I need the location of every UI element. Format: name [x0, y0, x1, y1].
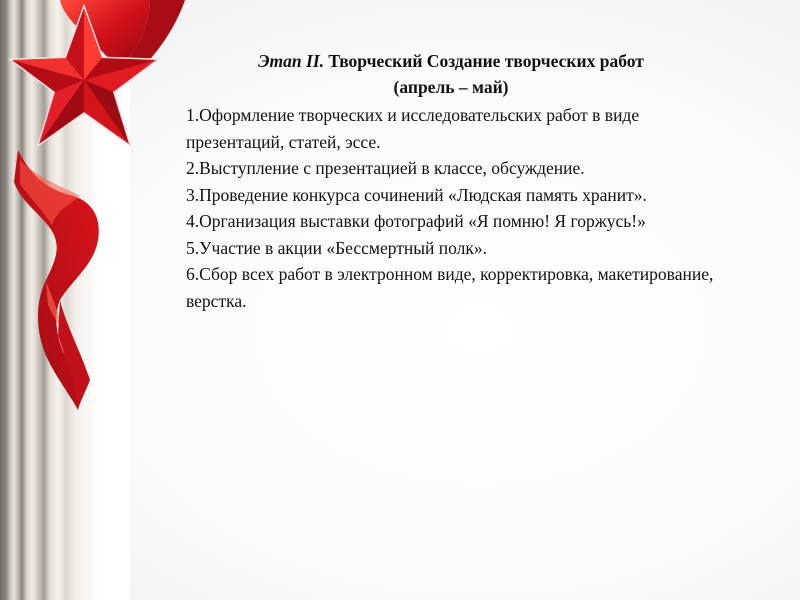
slide-title	[186, 48, 716, 100]
list-item: 6.Сбор всех работ в электронном виде, корректировка, макетирование, верстка.	[186, 264, 714, 311]
stage-label: Этап II.	[258, 51, 325, 71]
list-item: 5.Участие в акции «Бессмертный полк».	[186, 237, 488, 258]
task-list	[186, 102, 716, 314]
stage-period: (апрель – май)	[393, 77, 509, 97]
list-item: 4.Организация выставки фотографий «Я помню! Я горжусь!»	[186, 211, 646, 231]
slide-content	[186, 48, 716, 314]
list-item: 1.Оформление творческих и исследовательских работ в виде презентаций, статей, эссе.	[186, 105, 640, 152]
list-item: 2.Выступление с презентацией в классе, обсуждение.	[186, 158, 585, 178]
stage-title: Творческий Создание творческих работ	[328, 51, 644, 71]
list-item: 3.Проведение конкурса сочинений «Людская память хранит».	[186, 184, 647, 205]
